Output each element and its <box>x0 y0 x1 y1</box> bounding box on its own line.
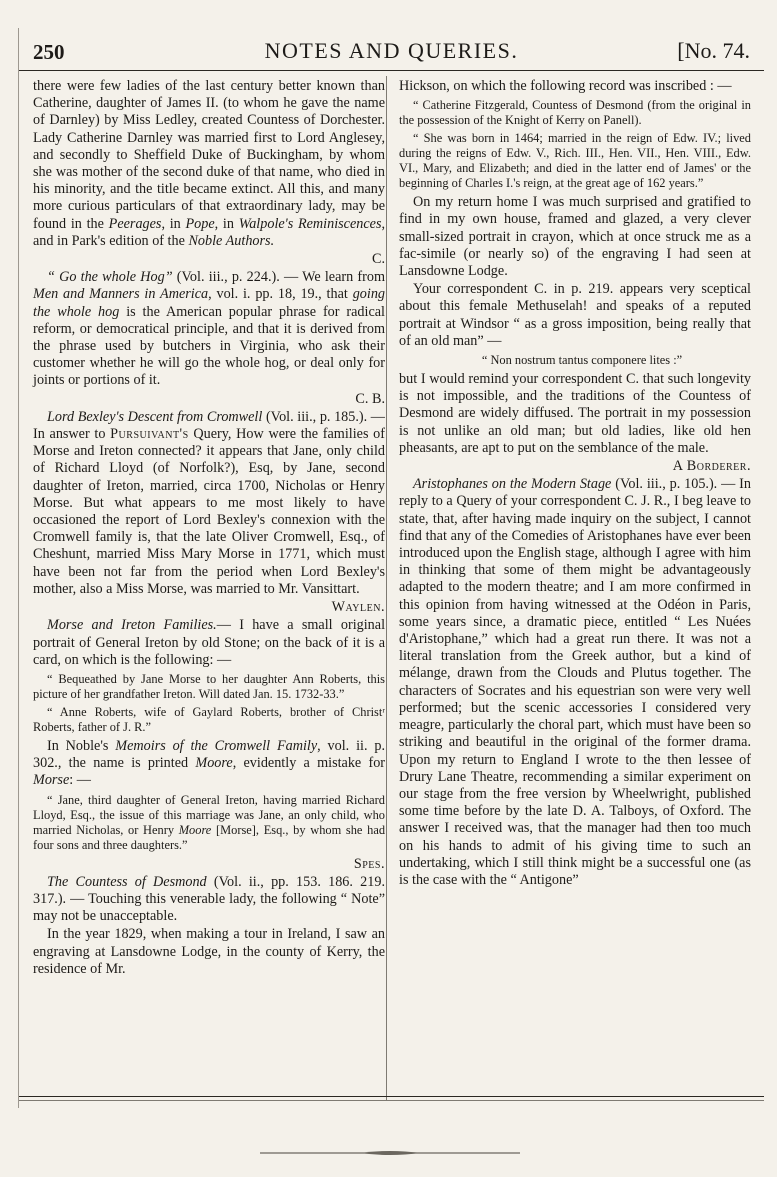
paragraph: “ Go the whole Hog” (Vol. iii., p. 224.). — We learn from Men and Manners in America, vol. i. pp. 18, 19., that going the whole hog is the American popular phrase for radical reform, or democratical principle, and that it is derived from the phrase used by butchers in Virginia, who ask their customer whether he will go the whole hog, or deal only for joints or portions of it. <box>33 269 386 389</box>
column-rule <box>386 76 387 1101</box>
signature: C. B. <box>355 390 385 407</box>
quotation: “ Jane, third daughter of General Ireton, having married Richard Lloyd, Esq., the issue of this marriage was Jane, an only child, who married Nicholas, or Henry Moore [Morse], Esq., by whom she had four sons and three daughters.” <box>33 792 386 852</box>
signature: Waylen. <box>331 599 385 616</box>
paragraph: On my return home I was much surprised and gratified to find in my own house, framed and glazed, a very clever small-sized portrait in crayon, which at once struck me as a fac-simile (or nearly so) of the engraving I had seen at Lansdowne Lodge. <box>399 194 751 280</box>
paragraph: but I would remind your correspondent C. that such longevity is not impossible, and the traditions of the Countess of Desmond are widely diffused. The portrait in my possession is not unlike an old man; but old ladies, like old hen pheasants, are apt to put on the semblance of the male. <box>399 371 751 456</box>
left-column <box>33 78 385 979</box>
paragraph: Aristophanes on the Modern Stage (Vol. iii., p. 105.). — In reply to a Query of your correspondent C. J. R., I beg leave to state, that, after having made inquiry on the subject, I cannot find that any of the Comedies of Aristophanes have ever been introduced upon the English stage, although I agree with him in thinking that some of them might be advantageously adapted to the modern theatre; and I am more confirmed in this opinion from having witnessed at the Odéon in Paris, some years since, a dramatic piece, entitled “ Les Nuées d'Aristophane,” which had a great run there. It was not a literal translation from the Greek author, but a kind of mélange, drawn from the Clouds and Plutus together. The characters of Socrates and his equestrian son were very well performed; but the scenic accessories I considered very meagre, particularly the choral part, which must have been so striking and beautiful in the original of the former drama. Upon my return to England I wrote to the then lessee of Drury Lane Theatre, recommending a similar experiment on our stage from the free version by Wheelwright, published some time before by the late D. A. Talboys, of Oxford. The answer I received was, that the manager had then too much on his hands to admit of his giving time to such an undertaking, which I still think might be a successful one (as is the case with the “ Antigone” <box>399 476 751 888</box>
right-column <box>399 78 751 890</box>
quotation: “ Non nostrum tantus componere lites :” <box>481 353 683 368</box>
bottom-ornament <box>260 1150 520 1156</box>
page-number: 250 <box>33 40 65 64</box>
header-rule <box>19 70 764 71</box>
quotation: “ Catherine Fitzgerald, Countess of Desmond (from the original in the possession of the Knight of Kerry on Panell). <box>399 98 751 128</box>
page <box>18 28 764 1108</box>
entry-title: Aristophanes on the Modern Stage <box>413 476 612 493</box>
entry-title: The Countess of Desmond <box>47 873 207 890</box>
signature: Spes. <box>353 855 385 872</box>
page-header <box>19 28 764 68</box>
entry-title: Lord Bexley's Descent from Cromwell <box>47 408 263 425</box>
issue-number: [No. 74. <box>677 38 750 63</box>
quotation: “ Bequeathed by Jane Morse to her daughter Ann Roberts, this picture of her grandfather Ireton. Will dated Jan. 15. 1732-33.” <box>33 671 385 701</box>
paragraph: Hickson, on which the following record was inscribed : — <box>399 78 732 94</box>
running-title: NOTES AND QUERIES. <box>264 38 519 63</box>
paragraph: Lord Bexley's Descent from Cromwell (Vol. iii., p. 185.). — In answer to Pursuivant's Query, How were the families of Morse and Ireton connected? it appears that Jane, only child of Richard Lloyd (of Norfolk?), Esq, by Jane, second daughter of Ireton, married, circa 1700, Nicholas or Henry Morse. But what appears to me most likely to have occasioned the report of Lord Bexley's connexion with the Cromwell family is, that the late Oliver Cromwell, Esq., of Cheshunt, married Miss Mary Morse in 1771, which must have been not far from the period when Lord Bexley's mother, also a Miss Morse, was married to Mr. Vansittart. <box>33 408 385 597</box>
paragraph: In Noble's Memoirs of the Cromwell Family, vol. ii. p. 302., the name is printed Moore, evidently a mistake for Morse: — <box>33 737 386 789</box>
entry-title: “ Go the whole Hog” <box>47 269 173 286</box>
footer-rule <box>19 1096 764 1097</box>
footer-rule-secondary <box>19 1100 764 1101</box>
paragraph: The Countess of Desmond (Vol. ii., pp. 153. 186. 219. 317.). — Touching this venerable lady, the following “ Note” may not be unacceptable. <box>33 873 386 925</box>
paragraph: Your correspondent C. in p. 219. appears very sceptical about this female Methuselah! and speaks of a reputed portrait at Windsor “ as a gross imposition, being really that of an old man” — <box>399 281 751 349</box>
paragraph: In the year 1829, when making a tour in Ireland, I saw an engraving at Lansdowne Lodge, in the county of Kerry, the residence of Mr. <box>33 926 385 977</box>
signature: A Borderer. <box>672 458 751 475</box>
quotation: “ Anne Roberts, wife of Gaylard Roberts, brother of Christʳ Roberts, father of J. R.” <box>33 704 385 734</box>
quotation: “ She was born in 1464; married in the reign of Edw. IV.; lived during the reigns of Edw. V., Rich. III., Hen. VII., Hen. VIII., Edw. VI., Mary, and Elizabeth; and died in the latter end of James' or the beginning of Charles I.'s reign, at the great age of 162 years.” <box>399 131 751 191</box>
entry-title: Morse and Ireton Families. <box>47 617 217 634</box>
paragraph: there were few ladies of the last century better known than Catherine, daughter of James II. (to whom he gave the name of Darnley) by Miss Ledley, created Countess of Dorchester. Lady Catherine Darnley was married first to Lord Anglesey, and secondly to Sheffield Duke of Buckingham, by whom she was mother of the second duke of that name, who died in his minority, and the title became extinct. All this, and many more curious particulars of that extraordinary lady, may be found in the Peerages, in Pope, in Walpole's Reminiscences, and in Park's edition of the Noble Authors. <box>33 78 386 249</box>
signature: C. <box>371 251 385 268</box>
paragraph: Morse and Ireton Families.— I have a small original portrait of General Ireton by old Stone; on the back of it is a card, on which is the following: — <box>33 617 386 668</box>
